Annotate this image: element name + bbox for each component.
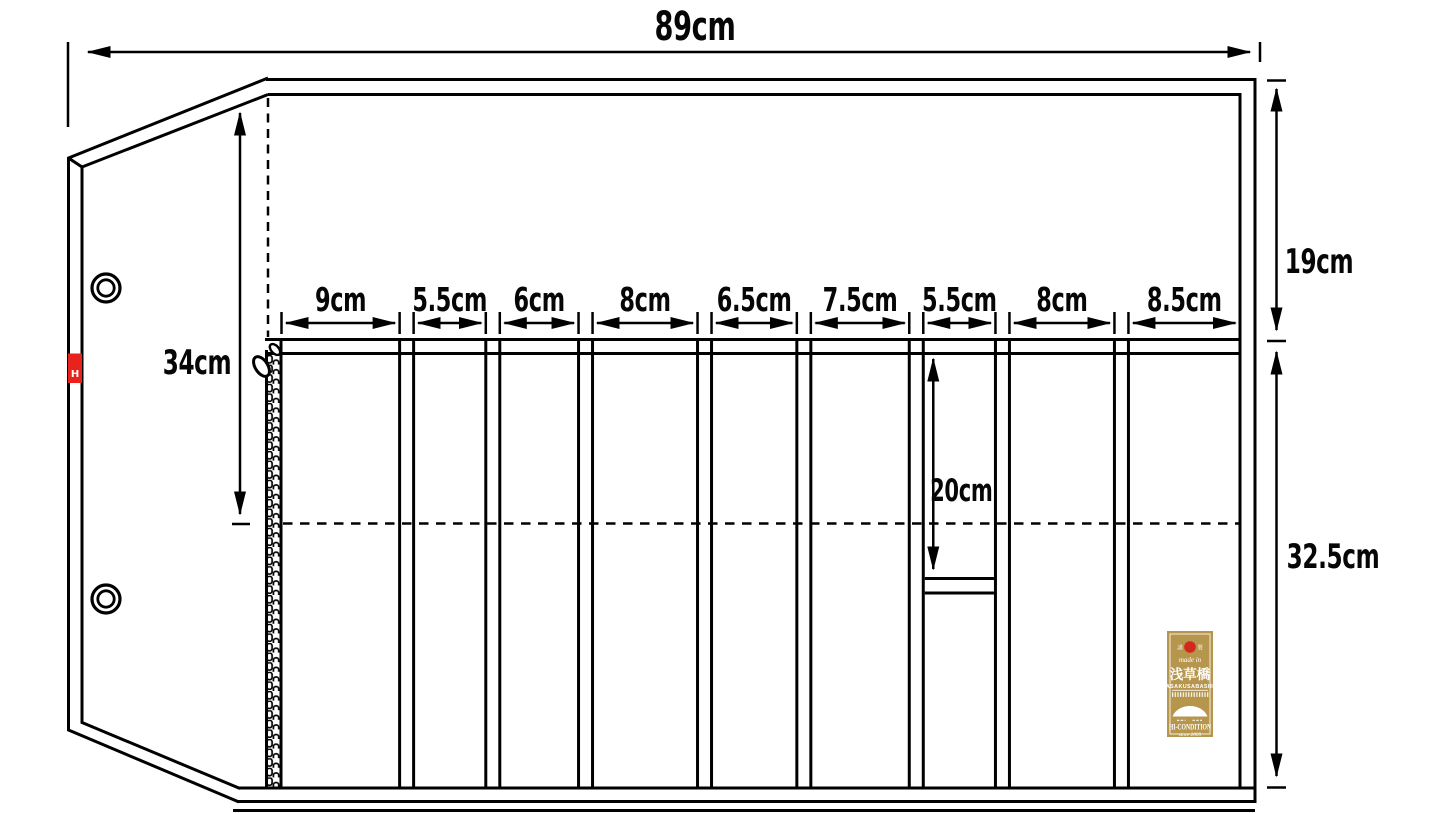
overall-width-dimension bbox=[68, 4, 1260, 127]
overall-width-label: 89cm bbox=[654, 3, 736, 51]
grommet-bottom bbox=[92, 585, 120, 613]
brand-label bbox=[1166, 631, 1214, 738]
compartment-width-label: 8cm bbox=[619, 280, 671, 320]
sun-seal-icon bbox=[1184, 641, 1196, 653]
since-text: since 2009 bbox=[1178, 731, 1202, 738]
compartments-layer bbox=[282, 281, 1241, 788]
flap-end-cap bbox=[69, 158, 83, 167]
seal-char-left: 謹 bbox=[1177, 645, 1183, 652]
flap-outline-outer bbox=[69, 78, 269, 802]
seal-char-right: 製 bbox=[1197, 645, 1203, 652]
stripe-band bbox=[1172, 692, 1209, 697]
flap-height-label: 34cm bbox=[162, 342, 232, 383]
lower-depth-label: 32.5cm bbox=[1286, 536, 1380, 577]
pocket-depth-label: 20cm bbox=[930, 472, 993, 510]
compartment-width-label: 8.5cm bbox=[1146, 280, 1222, 320]
upper-depth-dimension bbox=[1267, 81, 1353, 342]
compartment-width-label: 5.5cm bbox=[412, 280, 488, 320]
compartment-width-label: 6cm bbox=[513, 280, 565, 320]
zipper-teeth bbox=[268, 355, 281, 787]
romaji-text: ASAKUSABASHI bbox=[1165, 684, 1215, 690]
compartment-width-label: 7.5cm bbox=[822, 280, 898, 320]
grommet-top bbox=[92, 274, 120, 302]
compartment-width-label: 9cm bbox=[314, 280, 367, 320]
compartment-width-label: 8cm bbox=[1036, 280, 1088, 320]
case-flap bbox=[68, 78, 268, 802]
brand-tag-letter: H bbox=[70, 369, 80, 380]
kanji-text: 浅草橋 bbox=[1169, 667, 1211, 682]
lower-depth-dimension bbox=[1267, 352, 1379, 788]
made-in-text: made in bbox=[1178, 656, 1202, 664]
main-panel bbox=[233, 78, 1257, 811]
upper-depth-label: 19cm bbox=[1284, 241, 1354, 282]
zipper bbox=[250, 340, 282, 789]
compartment-width-label: 5.5cm bbox=[922, 280, 997, 320]
lower-pocket-panel bbox=[265, 340, 1240, 354]
brand-name-text: HI-CONDITION bbox=[1168, 722, 1212, 732]
brand-tag bbox=[68, 354, 82, 384]
flap-height-dimension bbox=[163, 113, 250, 524]
compartment-width-label: 6.5cm bbox=[716, 280, 792, 320]
